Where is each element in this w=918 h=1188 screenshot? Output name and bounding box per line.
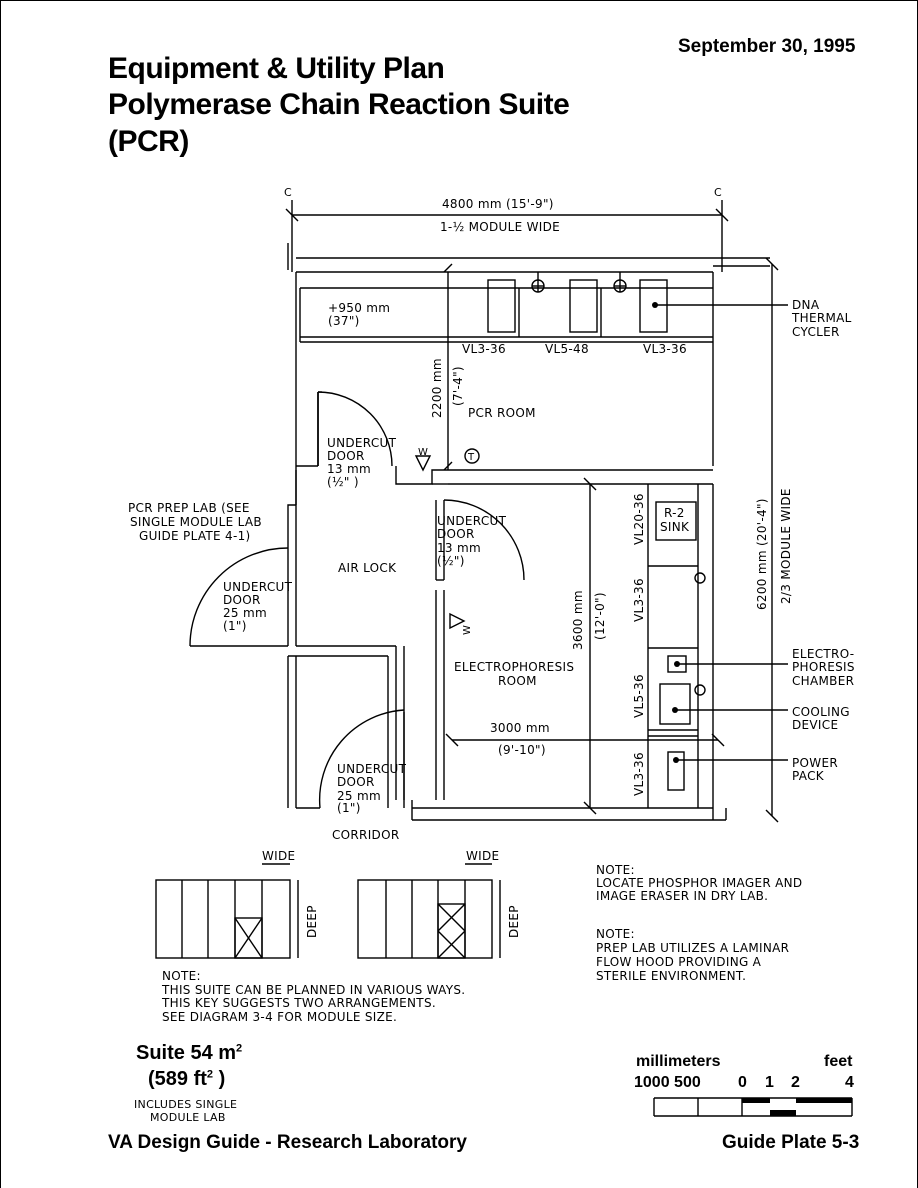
- sink-label-1: R-2: [664, 506, 685, 520]
- suite-area-ft: [148, 1068, 225, 1091]
- scale-ft-2: 2: [791, 1074, 800, 1091]
- door-3-line-3: 25 mm: [223, 606, 267, 620]
- scale-feet: feet: [824, 1053, 853, 1070]
- door-4-line-4: (1"): [337, 801, 361, 815]
- callout-electro-1: ELECTRO-: [792, 647, 855, 661]
- key-deep-2: DEEP: [507, 905, 521, 938]
- scale-ft-0: 0: [738, 1074, 747, 1091]
- scale-millimeters: millimeters: [636, 1053, 721, 1070]
- date: September 30, 1995: [678, 36, 856, 57]
- dim-pcr-depth-ft: (7'-4"): [451, 366, 465, 406]
- casework-vl3-36-d: VL3-36: [632, 752, 646, 796]
- casework-vl3-36-a: VL3-36: [462, 342, 506, 356]
- includes-line-1: INCLUDES SINGLE: [134, 1098, 238, 1111]
- key-wide-2: WIDE: [466, 849, 500, 863]
- door-2-line-4: (½"): [437, 554, 465, 568]
- dim-electro-width: 3000 mm: [490, 721, 550, 735]
- door-2-line-1: UNDERCUT: [437, 514, 507, 528]
- callout-dna-1: DNA: [792, 298, 820, 312]
- dim-top-module: 1-½ MODULE WIDE: [440, 220, 561, 234]
- note-2-line-3: FLOW HOOD PROVIDING A: [596, 955, 762, 969]
- door-3-line-4: (1"): [223, 619, 247, 633]
- footer-right: Guide Plate 5-3: [722, 1132, 860, 1153]
- centerline-symbol-2: C: [714, 186, 722, 199]
- note-2-line-1: NOTE:: [596, 927, 635, 941]
- casework-vl3-36-c: VL3-36: [632, 578, 646, 622]
- title-line-2: Polymerase Chain Reaction Suite: [108, 88, 570, 121]
- room-air-lock: AIR LOCK: [338, 561, 397, 575]
- water-symbol-1: W: [418, 447, 429, 458]
- water-symbol-2: W: [462, 624, 473, 635]
- key-note-3: THIS KEY SUGGESTS TWO ARRANGEMENTS.: [162, 996, 436, 1010]
- door-3-line-1: UNDERCUT: [223, 580, 293, 594]
- door-2-line-3: 13 mm: [437, 541, 481, 555]
- callout-dna-2: THERMAL: [792, 311, 852, 325]
- suite-area-m-sup: 2: [236, 1042, 243, 1055]
- note-2-line-4: STERILE ENVIRONMENT.: [596, 969, 747, 983]
- suite-area-m: [136, 1042, 242, 1065]
- dim-electro-width-ft: (9'-10"): [498, 743, 546, 757]
- dim-electro-depth: 3600 mm: [571, 590, 585, 650]
- casework-vl3-36-b: VL3-36: [643, 342, 687, 356]
- suite-area-ft-text: (589 ft: [148, 1068, 207, 1090]
- callout-electro-3: CHAMBER: [792, 674, 855, 688]
- suite-area-ft-close: ): [213, 1068, 226, 1090]
- dim-right-module: 2/3 MODULE WIDE: [779, 488, 793, 604]
- dim-electro-depth-ft: (12'-0"): [593, 592, 607, 640]
- note-1-line-2: LOCATE PHOSPHOR IMAGER AND: [596, 876, 803, 890]
- key-note-2: THIS SUITE CAN BE PLANNED IN VARIOUS WAYS.: [162, 983, 466, 997]
- room-pcr: PCR ROOM: [468, 406, 536, 420]
- callout-dna-3: CYCLER: [792, 325, 840, 339]
- note-1-line-1: NOTE:: [596, 863, 635, 877]
- scale-mm-ticks: 1000 500: [634, 1074, 701, 1091]
- prep-lab-line-3: GUIDE PLATE 4-1): [139, 529, 251, 543]
- title-line-3: (PCR): [108, 125, 189, 158]
- casework-vl5-48: VL5-48: [545, 342, 589, 356]
- door-1-line-1: UNDERCUT: [327, 436, 397, 450]
- title-line-1: Equipment & Utility Plan: [108, 52, 445, 85]
- suite-area-ft-sup: 2: [206, 1068, 214, 1081]
- scale-ft-1: 1: [765, 1074, 774, 1091]
- key-note-4: SEE DIAGRAM 3-4 FOR MODULE SIZE.: [162, 1010, 398, 1024]
- door-1-line-3: 13 mm: [327, 462, 371, 476]
- key-note-1: NOTE:: [162, 969, 201, 983]
- centerline-symbol-1: C: [284, 186, 292, 199]
- dim-top-width: 4800 mm (15'-9"): [442, 197, 554, 211]
- prep-lab-line-2: SINGLE MODULE LAB: [130, 515, 262, 529]
- door-4-line-2: DOOR: [337, 775, 375, 789]
- door-3-line-2: DOOR: [223, 593, 261, 607]
- door-1-line-4: (½" ): [327, 475, 359, 489]
- callout-cooling-2: DEVICE: [792, 718, 839, 732]
- callout-power-1: POWER: [792, 756, 838, 770]
- shelf-height-in: (37"): [328, 314, 360, 328]
- sink-label-2: SINK: [660, 520, 690, 534]
- casework-vl5-36: VL5-36: [632, 674, 646, 718]
- key-deep-1: DEEP: [305, 905, 319, 938]
- callout-power-2: PACK: [792, 769, 824, 783]
- callout-electro-2: PHORESIS: [792, 660, 855, 674]
- includes-line-2: MODULE LAB: [150, 1111, 226, 1124]
- shelf-height: +950 mm: [328, 301, 391, 315]
- dim-right-depth: 6200 mm (20'-4"): [755, 498, 769, 610]
- door-4-line-3: 25 mm: [337, 789, 381, 803]
- note-1-line-3: IMAGE ERASER IN DRY LAB.: [596, 889, 769, 903]
- room-electrophoresis-1: ELECTROPHORESIS: [454, 660, 575, 674]
- prep-lab-line-1: PCR PREP LAB (SEE: [128, 501, 250, 515]
- suite-area-m-text: Suite 54 m: [136, 1042, 237, 1064]
- door-1-line-2: DOOR: [327, 449, 365, 463]
- footer-left: VA Design Guide - Research Laboratory: [108, 1132, 467, 1153]
- room-electrophoresis-2: ROOM: [498, 674, 537, 688]
- telephone-symbol: T: [468, 452, 475, 463]
- scale-ft-4: 4: [845, 1074, 854, 1091]
- casework-vl20-36: VL20-36: [632, 493, 646, 545]
- door-2-line-2: DOOR: [437, 527, 475, 541]
- dim-pcr-depth: 2200 mm: [430, 358, 444, 418]
- room-corridor: CORRIDOR: [332, 828, 400, 842]
- callout-cooling-1: COOLING: [792, 705, 850, 719]
- note-2-line-2: PREP LAB UTILIZES A LAMINAR: [596, 941, 790, 955]
- door-4-line-1: UNDERCUT: [337, 762, 407, 776]
- key-wide-1: WIDE: [262, 849, 296, 863]
